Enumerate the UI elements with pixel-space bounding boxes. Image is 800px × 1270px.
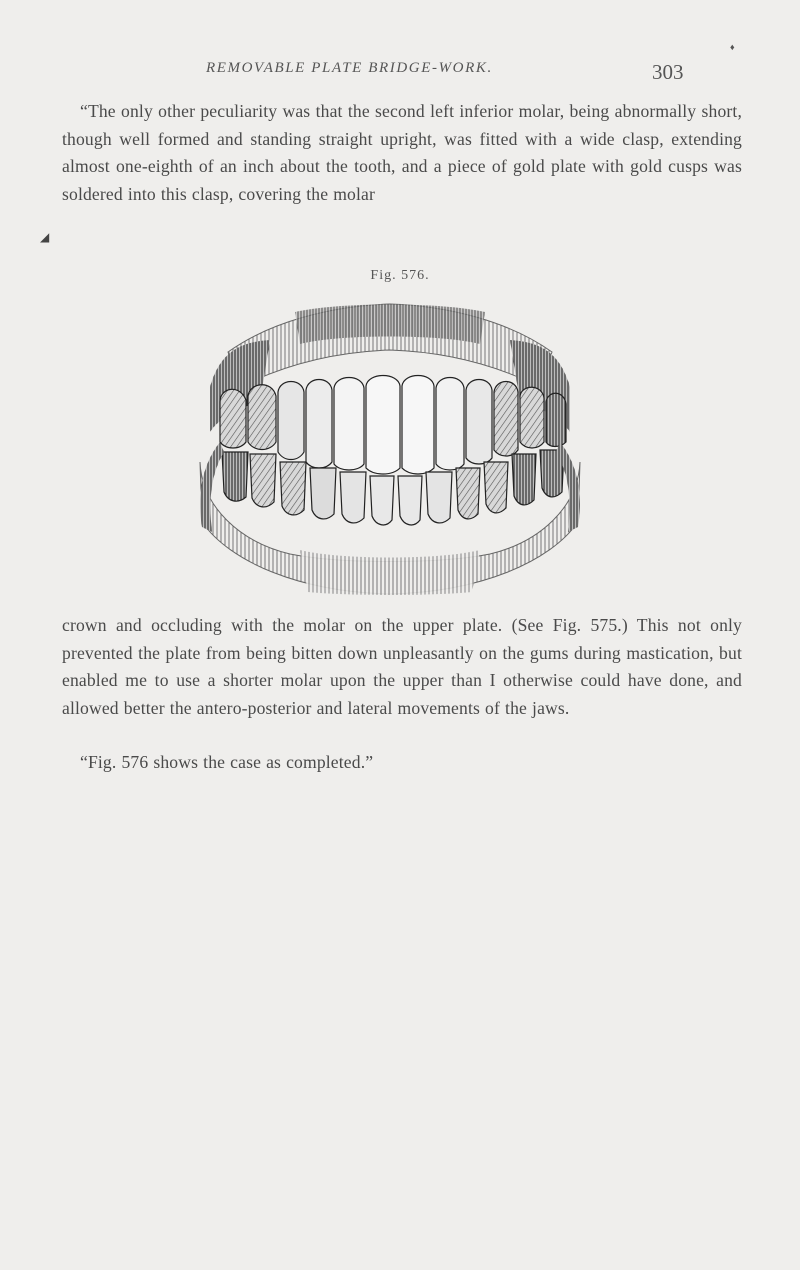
figure-caption: Fig. 576. — [370, 268, 430, 283]
corner-mark-icon: ♦ — [730, 42, 735, 52]
paragraph-2: crown and occluding with the molar on the upper plate. (See Fig. 575.) This not only prevented the plate from being bitten down unpleasantly on the gums during mastication, but enabled me to use a shorter molar upon the upper than I otherwise could have done, and allowed better the antero-posterior and lateral movements of the jaws. — [62, 615, 742, 718]
page-number: 303 — [652, 60, 684, 84]
running-head — [0, 60, 800, 86]
margin-pointer-icon: ◢ — [40, 230, 50, 244]
dental-plate-illustration — [180, 292, 600, 597]
paragraph-3: “Fig. 576 shows the case as completed.” — [80, 752, 374, 772]
running-title: REMOVABLE PLATE BRIDGE-WORK. — [206, 60, 493, 76]
paragraph-1: “The only other peculiarity was that the second left inferior molar, being abnormally short, though well formed and standing straight upright, was fitted with a wide clasp, extending almost one-eighth of an inch about the tooth, and a piece of gold plate with gold cusps was soldered into this clasp, covering the molar — [62, 101, 742, 204]
